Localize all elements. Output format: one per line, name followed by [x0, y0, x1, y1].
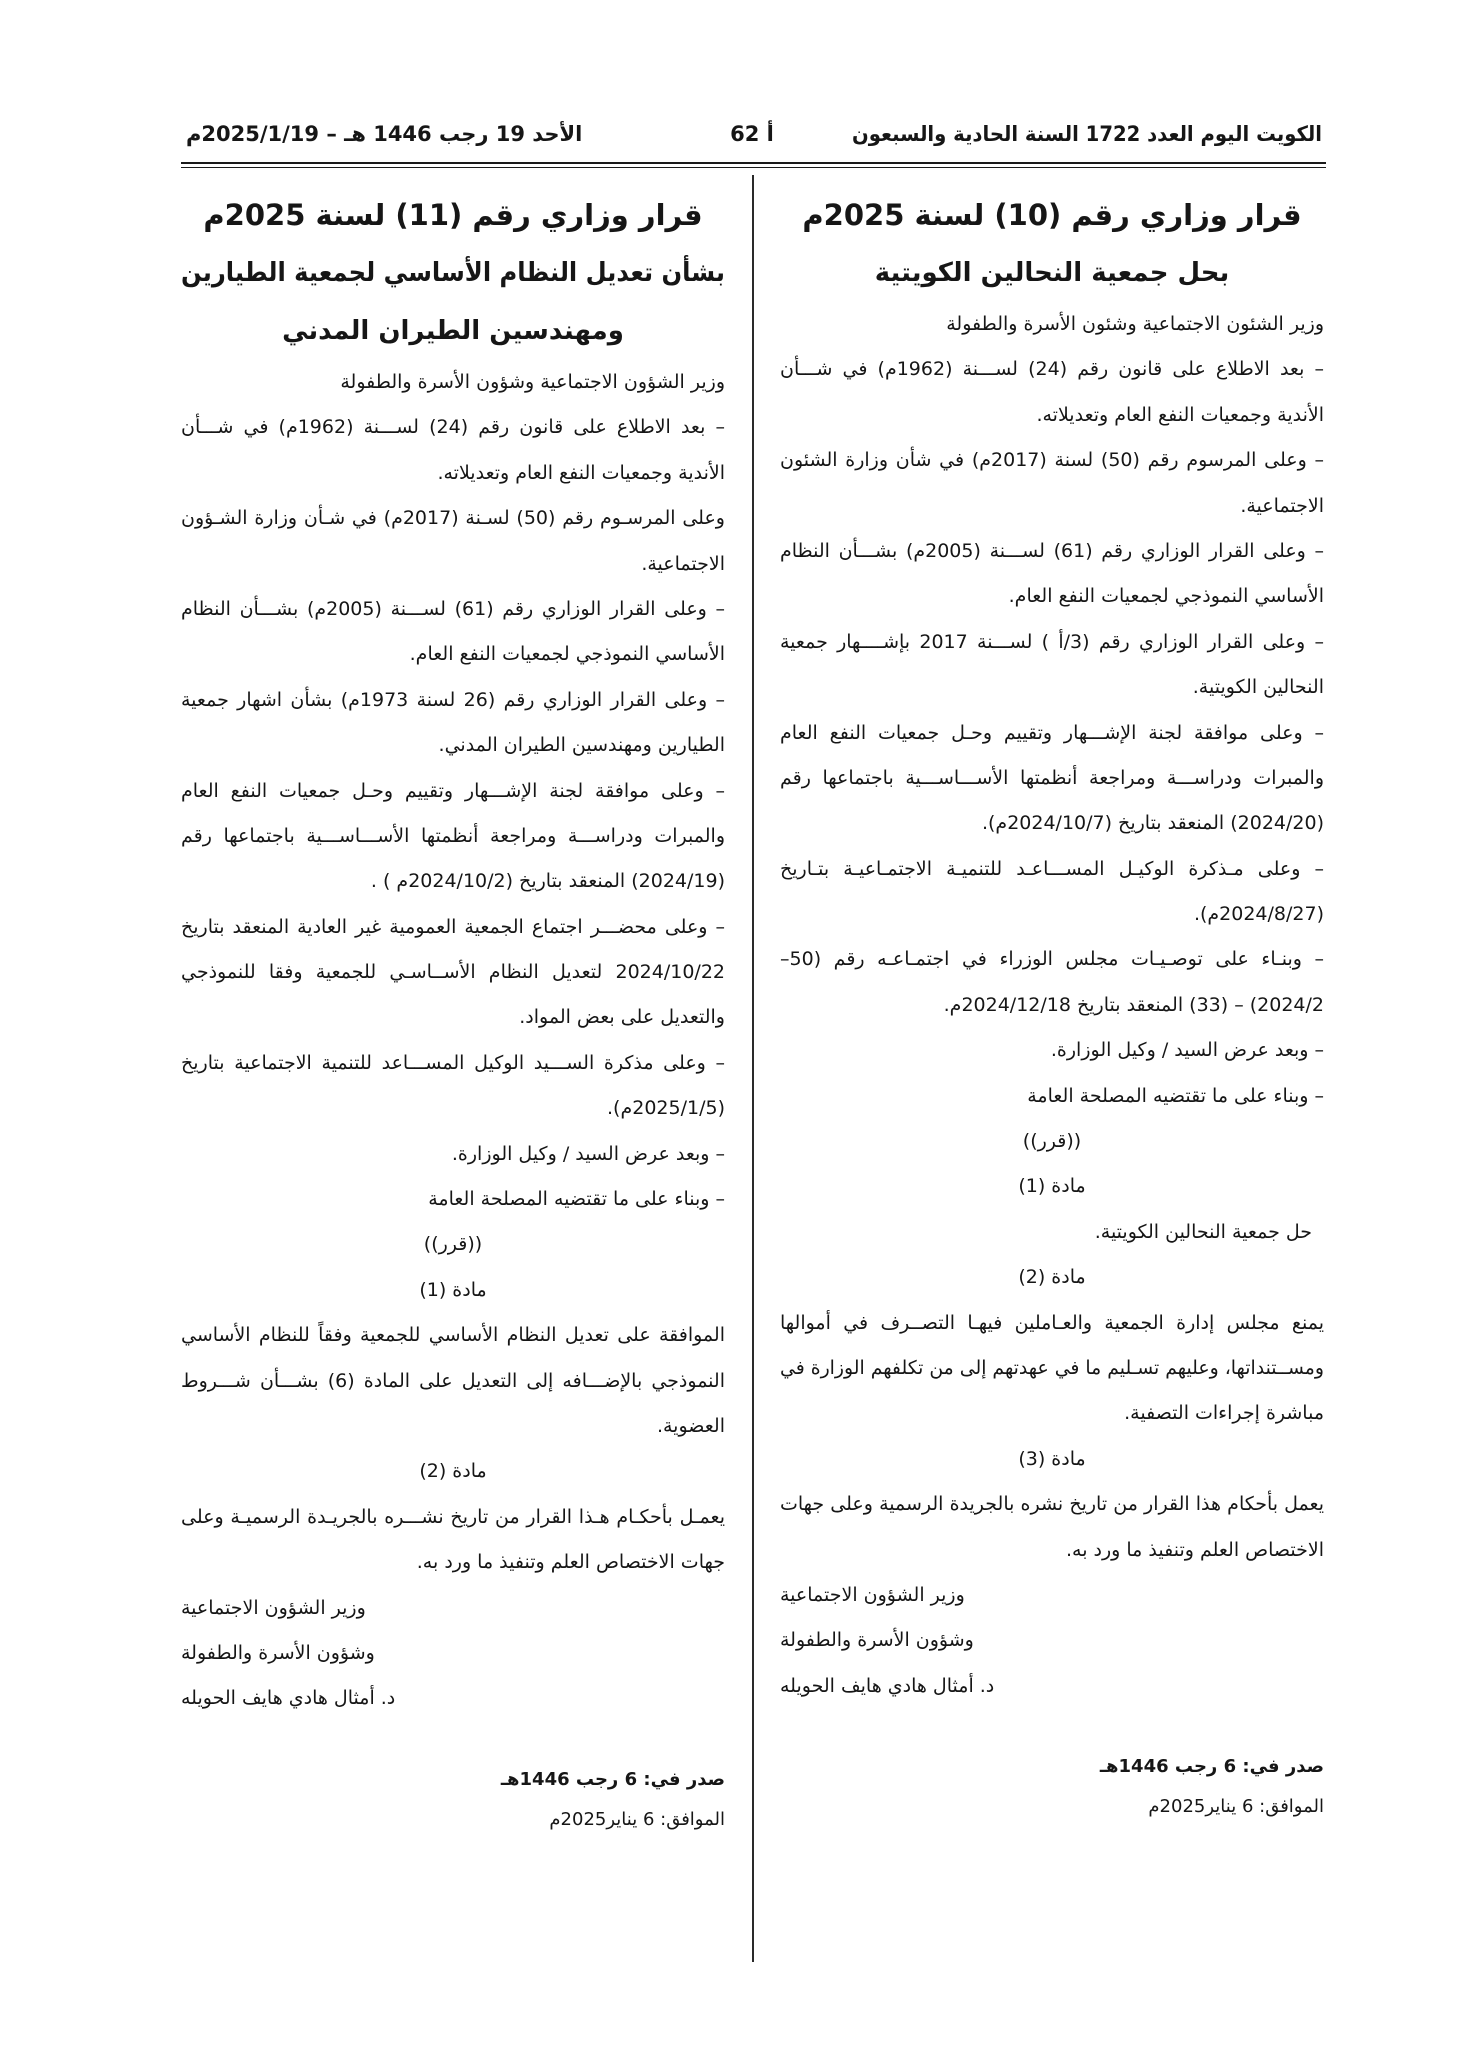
preamble-line: – وعلى محضـــر اجتماع الجمعية العمومية غير العادية المنعقد بتاريخ — [181, 915, 725, 938]
article-heading: مادة (3) — [1018, 1447, 1086, 1470]
signature-line: وشؤون الأسرة والطفولة — [780, 1629, 974, 1652]
column-divider — [752, 175, 754, 1962]
preamble-line: (2025/1/5م). — [607, 1097, 725, 1120]
article-text-line: الاختصاص العلم وتنفيذ ما ورد به. — [1065, 1538, 1324, 1561]
issue-date-gregorian: الموافق: 6 يناير2025م — [1148, 1796, 1324, 1818]
preamble-line: – وعلى مـذكرة الوكيـل المســـاعـد للتنميـة الاجتمـاعيـة بتـاريخ — [780, 857, 1324, 880]
preamble-line: – وعلى القرار الوزاري رقم (26 لسنة 1973م) بشأن اشهار جمعية — [181, 688, 725, 711]
article-heading: مادة (1) — [419, 1278, 487, 1301]
preamble-line: وعلى المرسـوم رقم (50) لسـنة (2017م) في شـأن وزارة الشـؤون — [181, 507, 725, 530]
preamble-line: 2024/10/22 لتعديل النظام الأســاسـي للجمعية وفقا للنموذجي — [181, 961, 725, 984]
preamble-line: – وعلى المرسوم رقم (50) لسنة (2017م) في شأن وزارة الشئون — [780, 449, 1324, 472]
signatory-name: د. أمثال هادي هايف الحويله — [181, 1687, 396, 1710]
signature-line: وشؤون الأسرة والطفولة — [181, 1641, 375, 1664]
decision-title: قرار وزاري رقم (10) لسنة 2025م — [802, 198, 1302, 232]
preamble-line: – وبنـاء على توصـيـات مجلس الوزراء في اجتمـاعـه رقم (50– — [780, 948, 1324, 971]
preamble-line: – وبناء على ما تقتضيه المصلحة العامة — [1027, 1084, 1324, 1107]
article-text-line: النموذجي بالإضـــافه إلى التعديل على المادة (6) بشـــأن شـــروط — [181, 1369, 725, 1392]
article-text-line: مباشرة إجراءات التصفية. — [1124, 1402, 1324, 1425]
header-date: الأحد 19 رجب 1446 هـ – 2025/1/19م — [186, 122, 583, 146]
preamble-line: – وعلى مذكرة الســـيد الوكيل المســـاعد للتنمية الاجتماعية بتاريخ — [181, 1051, 725, 1074]
signatory-name: د. أمثال هادي هايف الحويله — [780, 1674, 995, 1697]
preamble-line: 2024/2) – (33) المنعقد بتاريخ 2024/12/18م. — [943, 993, 1324, 1016]
header-rule — [181, 162, 1326, 164]
preamble-line: – وبعد عرض السيد / وكيل الوزارة. — [1050, 1039, 1324, 1062]
preamble-line: الأساسي النموذجي لجمعيات النفع العام. — [409, 643, 725, 666]
article-heading: مادة (1) — [1018, 1175, 1086, 1198]
decision-subtitle: ومهندسين الطيران المدني — [282, 316, 624, 346]
preamble-line: الأساسي النموذجي لجمعيات النفع العام. — [1008, 585, 1324, 608]
issue-date-hijri: صدر في: 6 رجب 1446هـ — [1099, 1756, 1324, 1778]
preamble-line: (2024/20) المنعقد بتاريخ (2024/10/7م). — [981, 812, 1324, 835]
article-heading: مادة (2) — [419, 1460, 487, 1483]
decision-11-column — [181, 186, 725, 1840]
signature-line: وزير الشؤون الاجتماعية — [181, 1596, 366, 1619]
preamble-line: (2024/8/27م). — [1193, 903, 1324, 926]
preamble-line: الاجتماعية. — [641, 552, 725, 575]
preamble-line: – وعلى القرار الوزاري رقم (61) لســـنة (2005م) بشـــأن النظام — [180, 597, 725, 620]
article-heading: مادة (2) — [1018, 1266, 1086, 1289]
issue-date-hijri: صدر في: 6 رجب 1446هـ — [500, 1768, 725, 1790]
article-text-line: يعمل بأحكام هذا القرار من تاريخ نشره بالجريدة الرسمية وعلى جهات — [780, 1493, 1324, 1516]
minister-line: وزير الشؤون الاجتماعية وشؤون الأسرة والطفولة — [340, 371, 725, 393]
preamble-line: الأندية وجمعيات النفع العام وتعديلاته. — [1036, 403, 1324, 426]
preamble-line: – بعد الاطلاع على قانون رقم (24) لســـنة (1962م) في شـــأن — [181, 416, 725, 439]
preamble-line: – بعد الاطلاع على قانون رقم (24) لســـنة (1962م) في شـــأن — [780, 358, 1324, 381]
decision-10-column — [780, 186, 1324, 1827]
preamble-line: الطيارين ومهندسين الطيران المدني. — [438, 734, 725, 757]
article-text-line: ومســتنداتها، وعليهم تسـليم ما في عهدتهم إلى من تكلفهم الوزارة في — [780, 1356, 1324, 1379]
preamble-line: – وعلى القرار الوزاري رقم (61) لســـنة (2005م) بشـــأن النظام — [779, 539, 1324, 562]
preamble-line: – وعلى موافقة لجنة الإشـــهار وتقييم وحـل جمعيات النفع العام — [181, 779, 725, 802]
page-number: أ 62 — [730, 122, 774, 146]
decree-heading: ((قرر)) — [1022, 1130, 1082, 1153]
article-text-line: حل جمعية النحالين الكويتية. — [1094, 1220, 1312, 1243]
preamble-line: (2024/19) المنعقد بتاريخ (2024/10/2م ) . — [370, 870, 725, 893]
preamble-line: – وعلى موافقة لجنة الإشـــهار وتقييم وحـل جمعيات النفع العام — [780, 721, 1324, 744]
article-text-line: الموافقة على تعديل النظام الأساسي للجمعية وفقاً للنظام الأساسي — [181, 1324, 725, 1347]
signature-line: وزير الشؤون الاجتماعية — [780, 1583, 965, 1606]
preamble-line: والتعديل على بعض المواد. — [519, 1006, 725, 1029]
preamble-line: – وبعد عرض السيد / وكيل الوزارة. — [451, 1142, 725, 1165]
preamble-line: – وبناء على ما تقتضيه المصلحة العامة — [428, 1188, 725, 1211]
article-text-line: يعمـل بأحكـام هـذا القرار من تاريخ نشـــره بالجريـدة الرسميـة وعلى — [181, 1505, 725, 1528]
preamble-line: والمبرات ودراســـة ومراجعة أنظمتها الأســـاســـية باجتماعها رقم — [780, 766, 1324, 789]
article-text-line: يمنع مجلس إدارة الجمعية والعـاملين فيهـا التصــرف في أموالها — [780, 1311, 1324, 1334]
decree-heading: ((قرر)) — [423, 1233, 483, 1256]
decision-title: قرار وزاري رقم (11) لسنة 2025م — [203, 198, 703, 232]
preamble-line: النحالين الكويتية. — [1192, 676, 1324, 699]
header-rule — [181, 167, 1326, 168]
gazette-issue-info: الكويت اليوم العدد 1722 السنة الحادية والسبعون — [852, 122, 1322, 146]
issue-date-gregorian: الموافق: 6 يناير2025م — [549, 1808, 725, 1830]
minister-line: وزير الشئون الاجتماعية وشئون الأسرة والطفولة — [946, 313, 1324, 335]
preamble-line: – وعلى القرار الوزاري رقم (3/أ ) لســـنة 2017 بإشــــهار جمعية — [780, 630, 1324, 653]
decision-subtitle: بشأن تعديل النظام الأساسي لجمعية الطيارين — [180, 258, 725, 288]
article-text-line: العضوية. — [656, 1414, 725, 1437]
preamble-line: الأندية وجمعيات النفع العام وتعديلاته. — [437, 461, 725, 484]
decision-subtitle: بحل جمعية النحالين الكويتية — [874, 258, 1230, 288]
article-text-line: جهات الاختصاص العلم وتنفيذ ما ورد به. — [416, 1551, 725, 1574]
preamble-line: والمبرات ودراســـة ومراجعة أنظمتها الأســـاســـية باجتماعها رقم — [181, 824, 725, 847]
preamble-line: الاجتماعية. — [1240, 494, 1324, 517]
